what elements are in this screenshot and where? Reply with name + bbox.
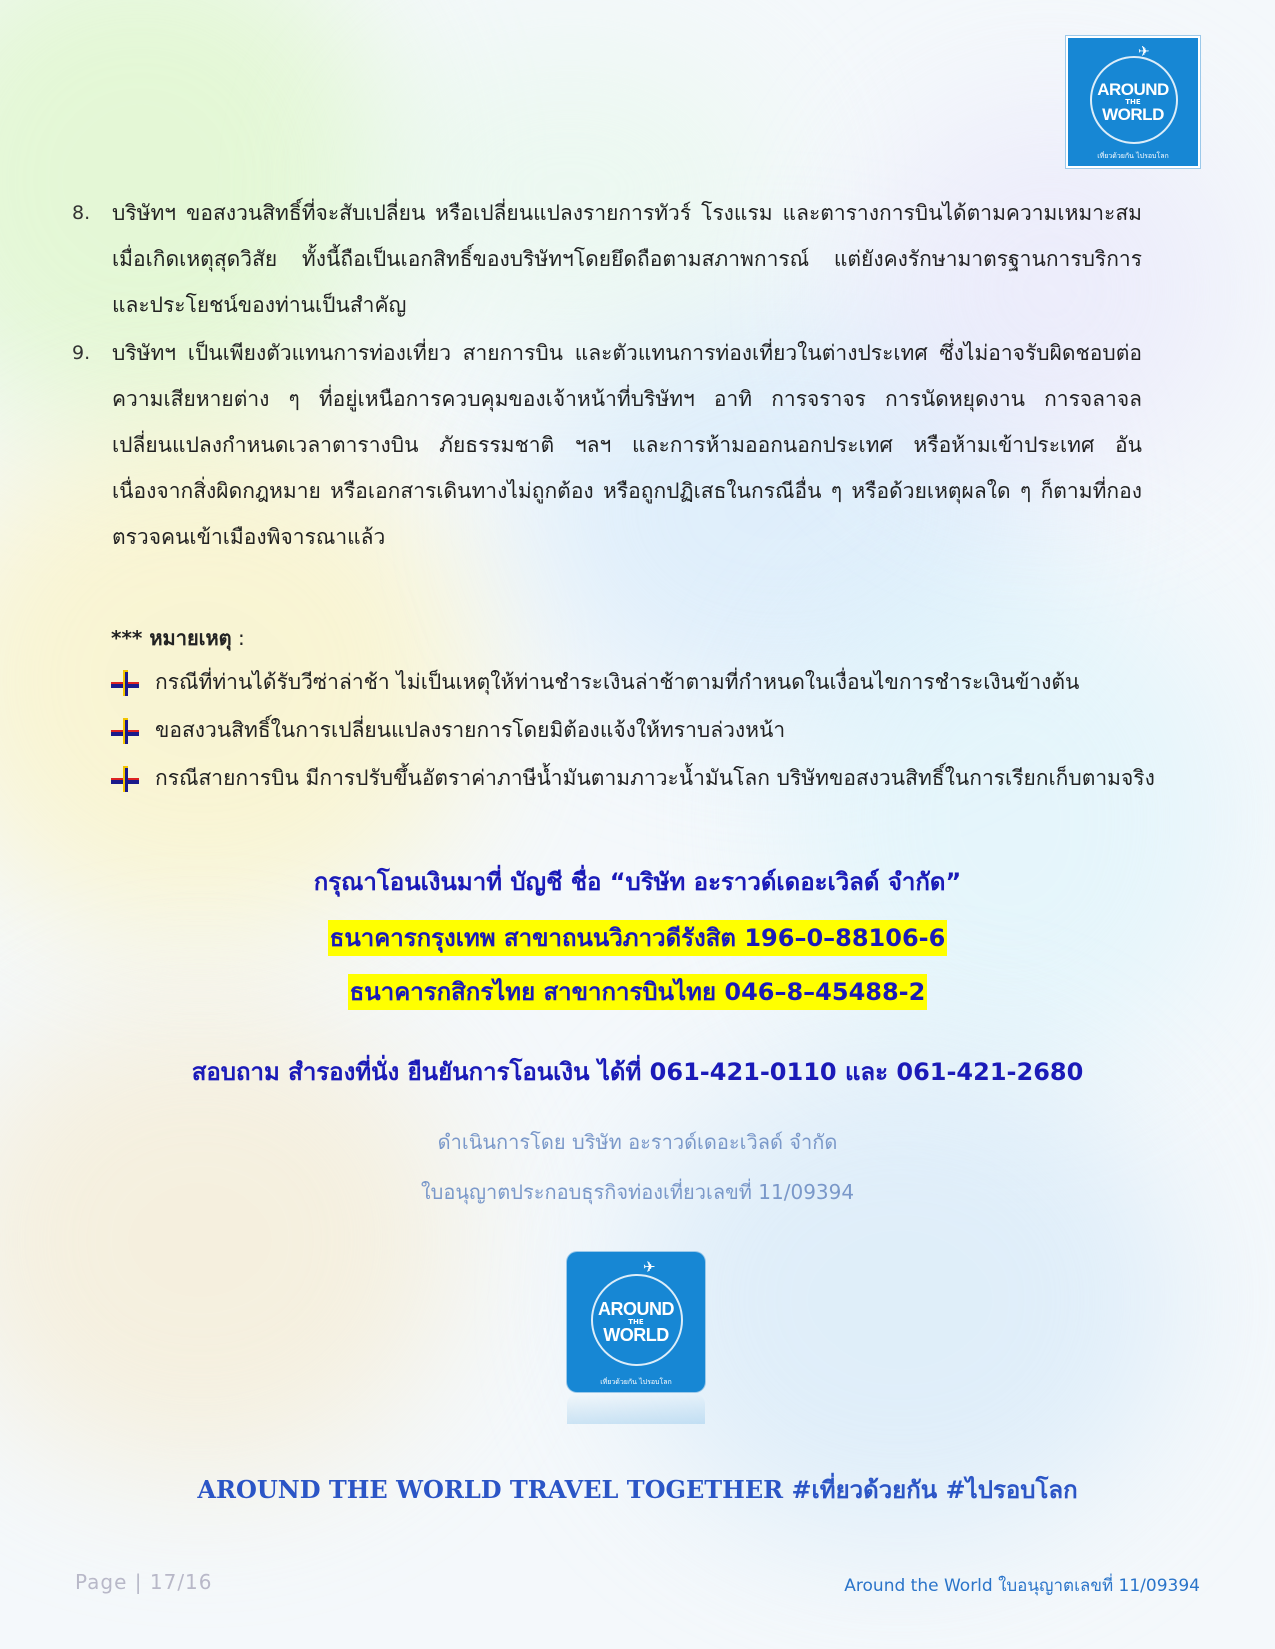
cross-bullet-icon — [111, 718, 139, 744]
logo-title-line2: WORLD — [603, 1325, 669, 1345]
airplane-icon: ✈ — [643, 1258, 656, 1276]
note-list — [111, 660, 1155, 804]
term-text: บริษัทฯ ขอสงวนสิทธิ์ที่จะสับเปลี่ยน หรือเปลี่ยนแปลงรายการทัวร์ โรงแรม และตารางการบินได้ตามความเหมาะสม เมื่อเกิดเหตุสุดวิสัย ทั้งนี้ถือเป็นเอกสิทธิ์ของบริษัทฯโดยยึดถือตามสภาพการณ์ แต่ยังคงรักษามาตรฐานการบริการและประโยชน์ของท่านเป็นสำคัญ — [112, 201, 1142, 317]
term-text: บริษัทฯ เป็นเพียงตัวแทนการท่องเที่ยว สายการบิน และตัวแทนการท่องเที่ยวในต่างประเทศ ซึ่งไม่อาจรับผิดชอบต่อความเสียหายต่าง ๆ ที่อยู่เหนือการควบคุมของเจ้าหน้าที่บริษัทฯ อาทิ การจราจร การนัดหยุดงาน การจลาจล เปลี่ยนแปลงกำหนดเวลาตารางบิน ภัยธรรมชาติ ฯลฯ และการห้ามออกนอกประเทศ หรือห้ามเข้าประเทศ อันเนื่องจากสิ่งผิดกฎหมาย หรือเอกสารเดินทางไม่ถูกต้อง หรือถูกปฏิเสธในกรณีอื่น ๆ หรือด้วยเหตุผลใด ๆ ก็ตามที่กองตรวจคนเข้าเมืองพิจารณาแล้ว — [112, 341, 1142, 549]
logo-title-line2: WORLD — [1102, 105, 1164, 124]
slogan: AROUND THE WORLD TRAVEL TOGETHER #เที่ยวด้วยกัน #ไปรอบโลก — [197, 1475, 1078, 1504]
terms-list — [72, 190, 1142, 560]
airplane-icon: ✈ — [1138, 44, 1150, 60]
logo-reflection — [567, 1394, 705, 1424]
term-number: 8. — [72, 202, 91, 224]
account-line: กรุณาโอนเงินมาที่ บัญชี ชื่อ “บริษัท อะราวด์เดอะเวิลด์ จำกัด” — [313, 868, 962, 896]
operator-line: ดำเนินการโดย บริษัท อะราวด์เดอะเวิลด์ จำกัด — [437, 1130, 838, 1154]
term-item — [72, 330, 1142, 560]
note-item — [111, 708, 1155, 756]
page-number: Page | 17/16 — [75, 1570, 213, 1594]
bank-account-2: ธนาคารกสิกรไทย สาขาการบินไทย 046–8–45488-2 — [348, 974, 928, 1010]
footer-license: Around the World ใบอนุญาตเลขที่ 11/09394 — [844, 1576, 1200, 1596]
note-item — [111, 660, 1155, 708]
cross-bullet-icon — [111, 670, 139, 696]
company-logo-top — [1066, 36, 1200, 168]
company-logo-center — [567, 1252, 705, 1392]
term-item — [72, 190, 1142, 328]
logo-title-line1: AROUND — [598, 1299, 674, 1319]
logo-tagline: เที่ยวด้วยกัน ไปรอบโลก — [600, 1378, 672, 1386]
term-number: 9. — [72, 342, 91, 364]
logo-title-line1: AROUND — [1097, 80, 1169, 99]
note-text: กรณีสายการบิน มีการปรับขึ้นอัตราค่าภาษีน้ำมันตามภาวะน้ำมันโลก บริษัทขอสงวนสิทธิ์ในการเรียกเก็บตามจริง — [155, 766, 1155, 790]
note-heading — [111, 622, 245, 654]
license-line: ใบอนุญาตประกอบธุรกิจท่องเที่ยวเลขที่ 11/09394 — [420, 1180, 855, 1204]
note-title: *** หมายเหตุ — [111, 626, 232, 650]
note-text: กรณีที่ท่านได้รับวีซ่าล่าช้า ไม่เป็นเหตุให้ท่านชำระเงินล่าช้าตามที่กำหนดในเงื่อนไขการชำระเงินข้างต้น — [155, 670, 1080, 694]
cross-bullet-icon — [111, 766, 139, 792]
note-item — [111, 756, 1155, 804]
inquiry-contact: สอบถาม สำรองที่นั่ง ยืนยันการโอนเงิน ได้ที่ 061-421-0110 และ 061-421-2680 — [191, 1058, 1084, 1086]
logo-the: THE — [1125, 98, 1141, 106]
note-colon: : — [231, 626, 245, 650]
logo-the: THE — [628, 1318, 644, 1326]
bank-account-1: ธนาคารกรุงเทพ สาขาถนนวิภาวดีรังสิต 196–0–88106-6 — [328, 920, 948, 956]
note-text: ขอสงวนสิทธิ์ในการเปลี่ยนแปลงรายการโดยมิต้องแจ้งให้ทราบล่วงหน้า — [155, 718, 786, 742]
logo-tagline: เที่ยวด้วยกัน ไปรอบโลก — [1097, 152, 1169, 160]
